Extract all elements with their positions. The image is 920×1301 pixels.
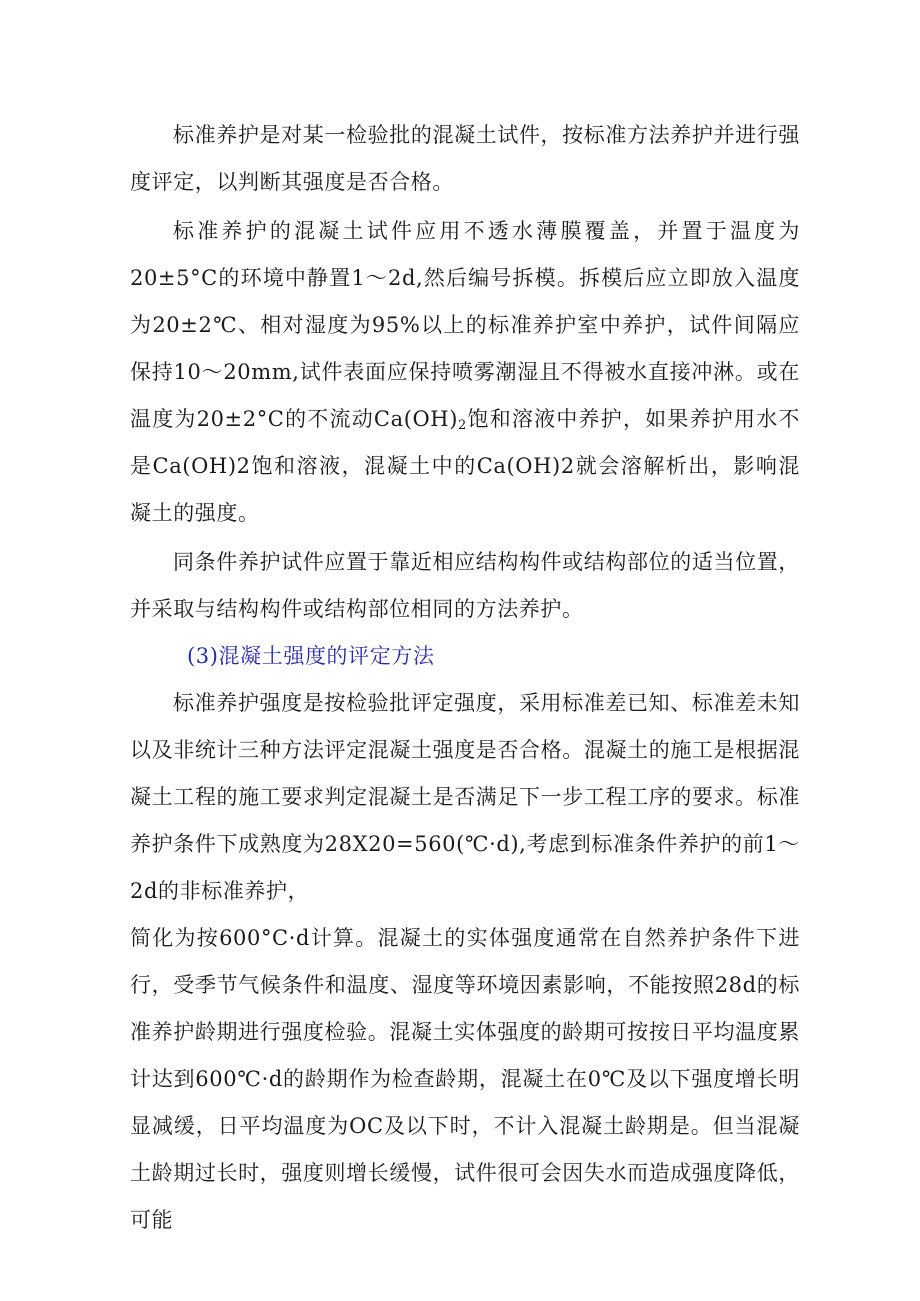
paragraph-maturity-calculation: 简化为按600°C·d计算。混凝土的实体强度通常在自然养护条件下进行，受季节气候条件和温度、湿度等环境因素影响，不能按照28d的标准养护龄期进行强度检验。混凝土实体强度的龄期可按按日平均温度累计达到600℃·d的龄期作为检查龄期，混凝土在0℃及以下强度增长明显减缓，日平均温度为OC及以下时，不计入混凝土龄期是。但当混凝土龄期过长时，强度则增长缓慢，试件很可会因失水而造成强度降低，可能 bbox=[130, 926, 800, 1232]
paragraph-standard-curing: 标准养护是对某一检验批的混凝土试件，按标准方法养护并进行强度评定，以判断其强度是否合格。 bbox=[130, 123, 800, 194]
paragraph-curing-procedure-text: 标准养护的混凝土试件应用不透水薄膜覆盖，并置于温度为20±5°C的环境中静置1～2d,然后编号拆模。拆模后应立即放入温度为20±2℃、相对湿度为95%以上的标准养护室中养护，试件间隔应保持10～20mm,试件表面应保持喷雾潮湿且不得被水直接冲淋。或在温度为20±2°C的不流动Ca(OH) bbox=[130, 219, 800, 431]
paragraph-curing-procedure bbox=[130, 208, 800, 537]
paragraph-evaluation-methods: 标准养护强度是按检验批评定强度，采用标准差已知、标准差未知以及非统计三种方法评定混凝土强度是否合格。混凝土的施工是根据混凝土工程的施工要求判定混凝土是否满足下一步工程工序的要求。标准养护条件下成熟度为28X20=560(℃·d),考虑到标准条件养护的前1～2d的非标准养护， bbox=[130, 691, 800, 903]
paragraph-same-condition-curing: 同条件养护试件应置于靠近相应结构构件或结构部位的适当位置，并采取与结构构件或结构部位相同的方法养护。 bbox=[130, 550, 800, 621]
section-heading: (3)混凝土强度的评定方法 bbox=[187, 644, 435, 668]
document-body bbox=[130, 112, 800, 1244]
paragraph-curing-procedure-tail: 饱和溶液中养护，如果养护用水不是Ca(OH)2饱和溶液，混凝土中的Ca(OH)2就会溶解析出，影响混凝土的强度。 bbox=[130, 407, 800, 525]
subscript-2: 2 bbox=[458, 418, 467, 433]
